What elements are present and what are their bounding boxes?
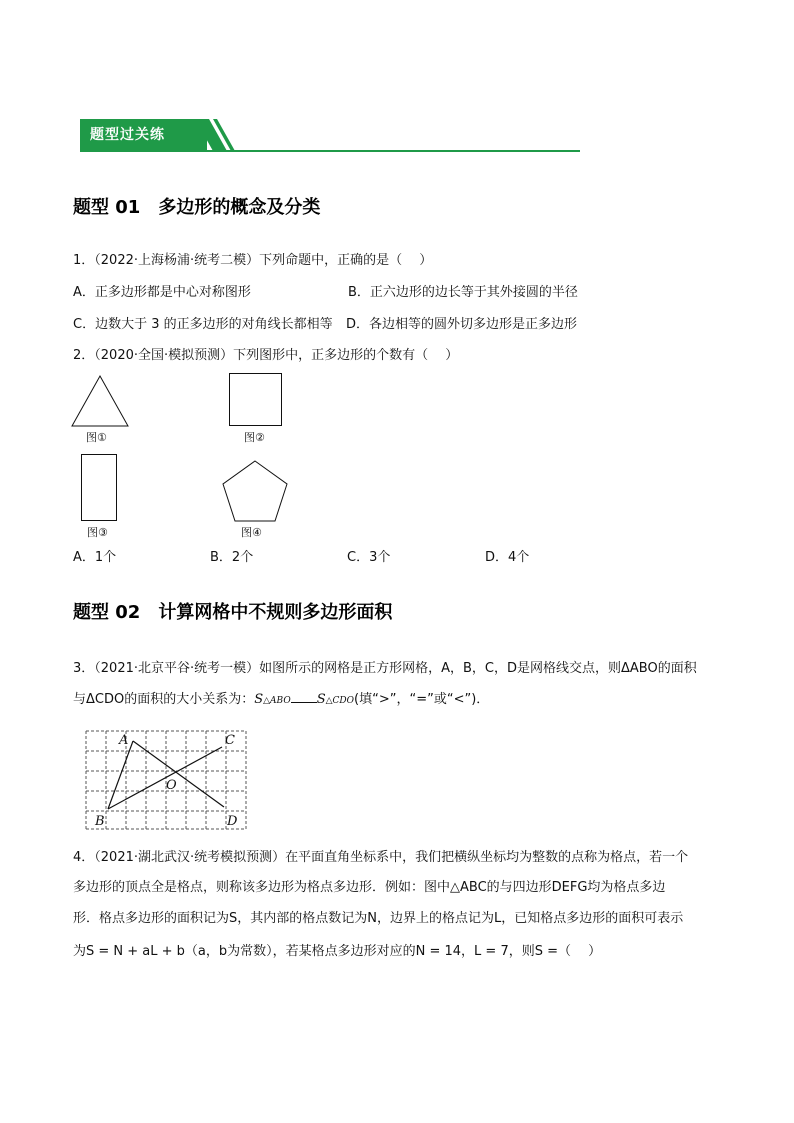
figure-caption-2: 图② [244, 431, 265, 444]
question-4-line-3: 形．格点多边形的面积记为S，其内部的格点数记为N，边界上的格点记为L，已知格点多边形的面积可表示 [73, 911, 684, 926]
q1-option-c: C．边数大于 3 的正多边形的对角线长都相等 [73, 317, 333, 332]
section-title-02 [73, 601, 392, 625]
point-label-o: O [166, 778, 177, 793]
figure-caption-4: 图④ [241, 526, 262, 539]
section-number: 题型 02 [73, 602, 141, 623]
point-label-a: A [119, 733, 129, 748]
q2-option-d: D．4个 [485, 550, 530, 565]
question-2-stem: 2．（2020·全国·模拟预测）下列图形中，正多边形的个数有（ ） [73, 348, 459, 363]
q2-option-b: B．2个 [210, 550, 254, 565]
point-label-c: C [225, 733, 235, 748]
question-4-line-2: 多边形的顶点全是格点，则称该多边形为格点多边形．例如：图中△ABC的与四边形DEFG均为格点多边 [73, 880, 666, 895]
q1-option-d: D．各边相等的圆外切多边形是正多边形 [346, 317, 578, 332]
section-number: 题型 01 [73, 197, 141, 218]
section-heading: 多边形的概念及分类 [158, 197, 321, 218]
rectangle-figure [80, 453, 120, 523]
figure-caption-3: 图③ [87, 526, 108, 539]
s-symbol: S [316, 692, 326, 707]
triangle-figure [70, 374, 132, 428]
section-title-01 [73, 196, 320, 220]
question-1-stem: 1．（2022·上海杨浦·统考二模）下列命题中，正确的是（ ） [73, 253, 433, 268]
q3-suffix: (填“>”，“=”或“<”)． [354, 692, 490, 707]
q3-prefix: 与ΔCDO的面积的大小关系为： [73, 692, 255, 707]
banner-underline [80, 150, 580, 152]
answer-blank[interactable] [291, 690, 317, 703]
question-4-line-4: 为S = N + aL + b（a，b为常数），若某格点多边形对应的N = 14，L = 7，则S =（ ） [73, 944, 602, 959]
banner-title: 题型过关练 [90, 127, 165, 143]
question-3-line-1: 3．（2021·北京平谷·统考一模）如图所示的网格是正方形网格，A，B，C，D是网格线交点，则ΔABO的面积 [73, 661, 697, 676]
q1-option-b: B．正六边形的边长等于其外接圆的半径 [348, 285, 578, 300]
pentagon-figure [220, 459, 290, 523]
point-label-d: D [227, 814, 238, 829]
s-symbol: S [254, 692, 264, 707]
s-subscript-abo: △ABO [263, 696, 291, 706]
section-heading: 计算网格中不规则多边形面积 [158, 602, 393, 623]
point-label-b: B [95, 814, 105, 829]
banner-stripes [195, 118, 245, 152]
q1-option-a: A．正多边形都是中心对称图形 [73, 285, 251, 300]
s-subscript-cdo: △CDO [325, 696, 355, 706]
q2-option-c: C．3个 [347, 550, 391, 565]
question-4-line-1: 4．（2021·湖北武汉·统考模拟预测）在平面直角坐标系中，我们把横纵坐标均为整数的点称为格点，若一个 [73, 850, 689, 865]
question-3-line-2 [73, 690, 489, 710]
q2-option-a: A．1个 [73, 550, 117, 565]
square-figure [228, 372, 284, 428]
figure-caption-1: 图① [86, 431, 107, 444]
